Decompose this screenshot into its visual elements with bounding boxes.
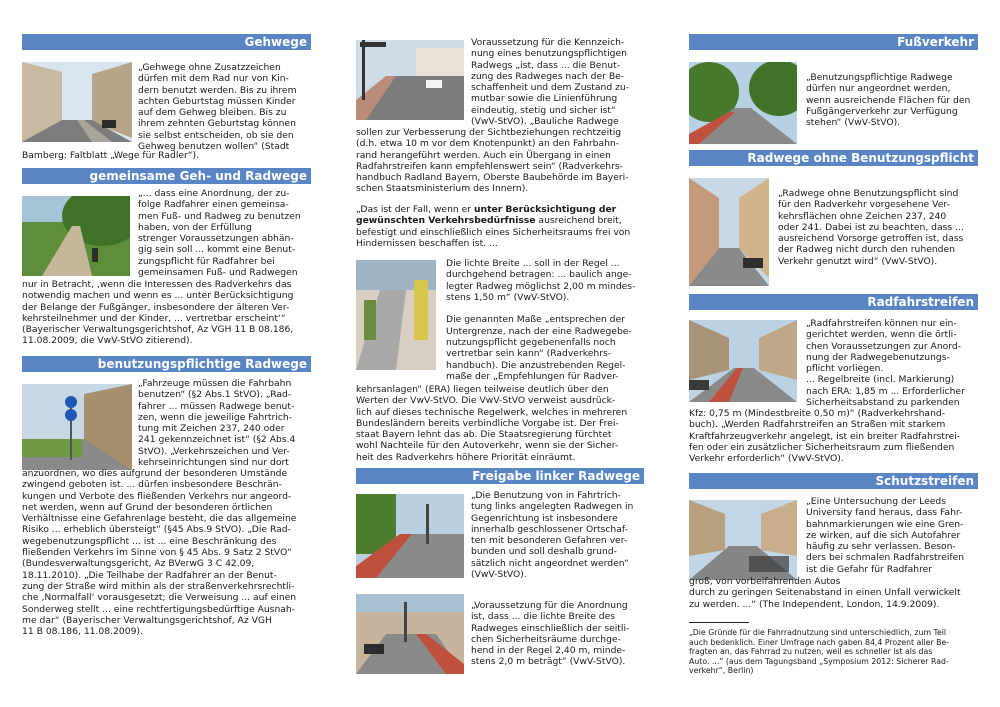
text-era-full: kehrsanlagen“ (ERA) liegen teilweise deutlich über den Werten der VwV-StVO. Die VwV-StVO verweist ausdrück- lich auf dieses technische Regelwerk, welches in mehreren Bundesländern bereits verbindliche Vorgabe ist. Der Frei- staat Bayern lehnt das ab. Die Staatsregierung fürchtet wohl Nachteile für den Autoverkehr, wenn sie der Sicher- heit des Radverkehrs höhere Priorität einräumt. — [356, 384, 628, 463]
photo-schutzstreifen — [689, 500, 797, 580]
text-anordnung-side: „Voraussetzung für die Anordnung ist, dass ... die lichte Breite des Radweges einschließlich der seitli- chen Sicherheitsräume durchge- hend in der Regel 2,40 m, minde- stens 2,0 m beträgt“ (VwV-StVO). — [471, 600, 630, 668]
text-benutzungspflicht-side: „Fahrzeuge müssen die Fahrbahn benutzen“ (§2 Abs.1 StVO). „Rad- fahrer ... müssen Radwege benut- zen, wenn die jeweilige Fahrtrich- tung mit Zeichen 237, 240 oder 241 gekennzeichnet ist“ (§2 Abs.4 StVO). „Verkehrszeichen und Ver- kehrseinrichtungen sind nur dort — [138, 378, 296, 468]
heading-schutzstreifen: Schutzstreifen — [689, 473, 978, 489]
text-fussverkehr-side: „Benutzungspflichtige Radwege dürfen nur angeordnet werden, wenn ausreichende Flächen für den Fußgängerverkehr zur Verfügung stehen“ (VwV-StVO). — [806, 72, 971, 129]
text-schutzstreifen-full: groß, von vorbeifahrenden Autos durch zu geringen Seitenabstand in einen Unfall verwickelt zu werden. ...“ (The Independent, London, 14.9.2009). — [689, 576, 961, 610]
heading-radwege-ohne-benutzungspflicht: Radwege ohne Benutzungspflicht — [689, 150, 978, 166]
text-verkehrsbeduerfnisse — [356, 204, 644, 252]
text-benutzungspflicht-full: anzuordnen, wo dies aufgrund der besonderen Umstände zwingend geboten ist. ... dürfen insbesondere Beschrän- kungen und Verbote des fließenden Verkehrs nur angeord- net werden, wenn auf Grund der besonderen örtlichen Verhältnisse eine Gefahrenlage besteht, die das allgemeine Risiko ... erheblich übersteigt“ (§45 Abs.9 StVO). „Die Rad- wegebenutzungspflicht ... ist ... eine Beschränkung des fließenden Verkehrs im Sinne von § 45 Abs. 9 Satz 2 StVO“ (Bundesverwaltungsgericht, Az BVerwG 3 C 42.09, 18.11.2010). „Die Teilhabe der Radfahrer an der Benut- zung der Straße wird mithin als der straßenverkehrsrechtli- che ‚Normalfall‘ vorausgesetzt; die Verweisung ... auf einen Sonderweg stellt ... eine rechtfertigungsbedürftige Ausnah- me dar“ (Bayerischer Verwaltungsgerichtshof, Az VGH 11 B 08.186, 11.08.2009). — [22, 468, 297, 638]
heading-freigabe-linker-radwege: Freigabe linker Radwege — [356, 468, 644, 484]
photo-radweg-sign — [22, 384, 132, 470]
photo-crossing-street — [356, 594, 464, 674]
text-schutzstreifen-side: „Eine Untersuchung der Leeds University fand heraus, dass Fahr- bahnmarkierungen wie eine Gren- ze wirken, auf die sich Autofahrer häufig zu sehr verlassen. Beson- ders bei schmalen Radfahrstreifen ist die Gefahr für Radfahrer — [806, 496, 965, 575]
text-ohne-benutzungspflicht-side: „Radwege ohne Benutzungspflicht sind für den Radverkehr vorgesehene Ver- kehrsflächen ohne Zeichen 237, 240 oder 241. Dabei ist zu beachten, dass ... ausreichend Vorsorge getroffen ist, dass der Radweg nicht durch den ruhenden Verkehr genutzt wird“ (VwV-StVO). — [778, 188, 964, 267]
text-lichte-breite-side: Die lichte Breite ... soll in der Regel ... durchgehend betragen: ... baulich ange- legter Radweg möglichst 2,00 m mindes- stens 1,50 m“ (VwV-StVO). Die genannten Maße „entsprechen der Untergrenze, nach der eine Radwegebe- nutzungspflicht gegebenenfalls noch vertretbar sein kann“ (Radverkehrs- handbuch). Die anzustrebenden Regel- maße der „Empfehlungen für Radver- — [446, 258, 636, 382]
text-gehwege-side: „Gehwege ohne Zusatzzeichen dürfen mit dem Rad nur von Kin- dern benutzt werden. Bis zu ihrem achten Geburtstag müssen Kinder auf dem Gehweg bleiben. Bis zu ihrem zehnten Geburtstag können sie selbst entscheiden, ob sie den Gehweg benutzen wollen“ (Stadt — [138, 62, 297, 152]
heading-benutzungspflichtige-radwege: benutzungspflichtige Radwege — [22, 356, 311, 372]
text-gehwege-full: Bamberg: Faltblatt „Wege für Radler“). — [22, 150, 200, 161]
text-bold-emphasis: unter Berücksichtigung der gewünschten Verkehrsbedürfnisse — [356, 204, 617, 227]
photo-narrow-path — [356, 260, 436, 370]
photo-left-radweg — [356, 494, 464, 578]
text-footnote: „Die Gründe für die Fahrradnutzung sind unterschiedlich, zum Teil auch bedenklich. Einer Umfrage nach gaben 84,4 Prozent aller Be- fragten an, das Fahrrad zu nutzen, weil es schneller ist als das Auto. ...“ (aus dem Tagungsband „Symposium 2012: Sicherer Rad- verkehr“, Berlin) — [689, 628, 950, 676]
heading-gemeinsame-wege: gemeinsame Geh- und Radwege — [22, 168, 311, 184]
text-fall-intro: „Das ist der Fall, wenn er — [356, 204, 474, 215]
footnote-divider — [689, 622, 749, 623]
text-kennzeichnung-full: sollen zur Verbesserung der Sichtbeziehungen rechtzeitig (d.h. etwa 10 m vor dem Knotenpunkt) an den Fahrbahn- rand herangeführt werden. Auch ein Übergang in einen Radfahrstreifen kann empfehlenswert sein“ (Radverkehrs- handbuch Radland Bayern, Oberste Baubehörde im Bayeri- schen Staatsministerium des Innern). — [356, 127, 629, 195]
text-kennzeichnung-side: Voraussetzung für die Kennzeich- nung eines benutzungspflichtigen Radwegs „ist, dass ... die Benut- zung des Radweges nach der Be- schaffenheit und dem Zustand zu- mutbar sowie die Linienführung eindeutig, stetig und sicher ist“ (VwV-StVO). „Bauliche Radwege — [471, 37, 630, 127]
photo-radweg-crossing — [356, 40, 464, 120]
photo-radfahrstreifen — [689, 320, 797, 402]
photo-footpath — [689, 62, 797, 144]
text-radfahrstreifen-side: „Radfahrstreifen können nur ein- gerichtet werden, wenn die örtli- chen Voraussetzungen zur Anord- nung der Radwegebenutzungs- pflicht vorliegen. ... Regelbreite (incl. Markierung) nach ERA: 1,85 m ... Erforderlicher Sicherheitsabstand zu parkenden — [806, 318, 965, 408]
photo-old-town-street — [689, 178, 769, 286]
heading-fussverkehr: Fußverkehr — [689, 34, 978, 50]
photo-gehweg-street — [22, 62, 132, 142]
heading-gehwege: Gehwege — [22, 34, 311, 50]
text-freigabe-side: „Die Benutzung von in Fahrtrich- tung links angelegten Radwegen in Gegenrichtung ist insbesondere innerhalb geschlossener Ortschaf- ten mit besonderen Gefahren ver- bunden und soll deshalb grund- sätzlich nicht angeordnet werden“ (VwV-StVO). — [471, 490, 634, 580]
photo-shared-path — [22, 196, 130, 276]
text-fall-rest: ausreichend breit, befestigt und einschließlich eines Sicherheitsraums frei von Hindernissen beschaffen ist. ... — [356, 215, 631, 249]
text-radfahrstreifen-full: Kfz: 0,75 m (Mindestbreite 0,50 m)“ (Radverkehrshand- buch). „Werden Radfahrstreifen an Straßen mit starkem Kraftfahrzeugverkehr angelegt, ist ein breiter Radfahrstrei- fen oder ein zusätzlicher Sicherheitsraum zum fließenden Verkehr erforderlich“ (VwV-StVO). — [689, 408, 961, 465]
text-gemeinsame-side: „... dass eine Anordnung, der zu- folge Radfahrer einen gemeinsa- men Fuß- und Radweg zu benutzen haben, von der Erfüllung strenger Voraussetzungen abhän- gig sein soll ... kommt eine Benut- zungspflicht für Radfahrer bei gemeinsamen Fuß- und Radwegen — [138, 188, 301, 278]
text-gemeinsame-full: nur in Betracht, ‚wenn die Interessen des Radverkehrs das notwendig machen und wenn es ... unter Berücksichtigung der Belange der Fußgänger, insbesondere der älteren Ver- kehrsteilnehmer und der Kinder, ... vertretbar erscheint‘“ (Bayerischer Verwaltungsgerichtshof, Az VGH 11 B 08.186, 11.08.2009, die VwV-StVO zitierend). — [22, 279, 294, 347]
heading-radfahrstreifen: Radfahrstreifen — [689, 294, 978, 310]
